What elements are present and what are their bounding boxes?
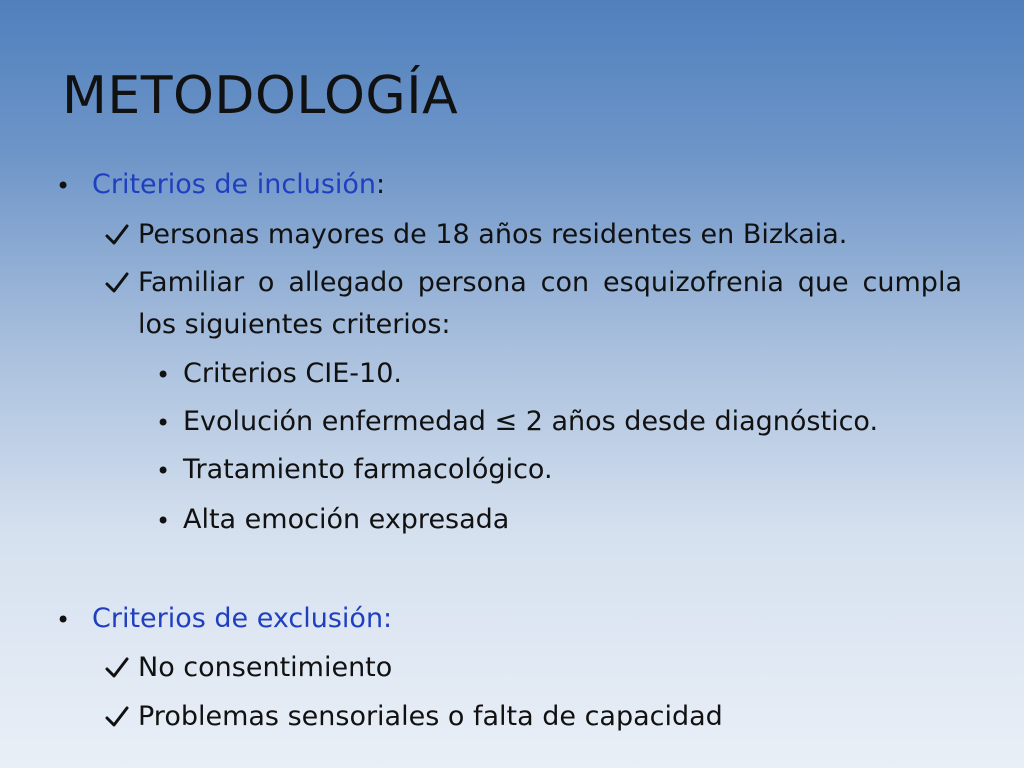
inclusion-subitem: Evolución enfermedad ≤ 2 años desde diagnóstico. <box>183 406 879 437</box>
exclusion-item: No consentimiento <box>138 652 393 683</box>
exclusion-item: Problemas sensoriales o falta de capacidad <box>138 701 723 732</box>
exclusion-heading: Criterios de exclusión: <box>92 603 393 634</box>
inclusion-item: Familiar o allegado persona con esquizofrenia que cumpla <box>138 267 962 298</box>
checkmark-icon <box>104 704 130 730</box>
inclusion-heading <box>92 165 385 205</box>
inclusion-subitem: Tratamiento farmacológico. <box>183 454 553 485</box>
inclusion-heading-label: Criterios de inclusión <box>92 169 377 200</box>
bullet-dot: • <box>156 361 171 389</box>
inclusion-item-continuation: los siguientes criterios: <box>138 309 451 340</box>
slide-title: METODOLOGÍA <box>62 66 459 126</box>
bullet-dot: • <box>56 606 71 634</box>
bullet-dot: • <box>156 457 171 485</box>
checkmark-icon <box>104 222 130 248</box>
inclusion-item: Personas mayores de 18 años residentes en Bizkaia. <box>138 219 848 250</box>
checkmark-icon <box>104 270 130 296</box>
inclusion-subitem: Alta emoción expresada <box>183 504 510 535</box>
inclusion-subitem: Criterios CIE-10. <box>183 358 402 389</box>
bullet-dot: • <box>156 507 171 535</box>
bullet-dot: • <box>56 172 71 200</box>
inclusion-heading-colon: : <box>376 169 386 200</box>
checkmark-icon <box>104 655 130 681</box>
bullet-dot: • <box>156 409 171 437</box>
